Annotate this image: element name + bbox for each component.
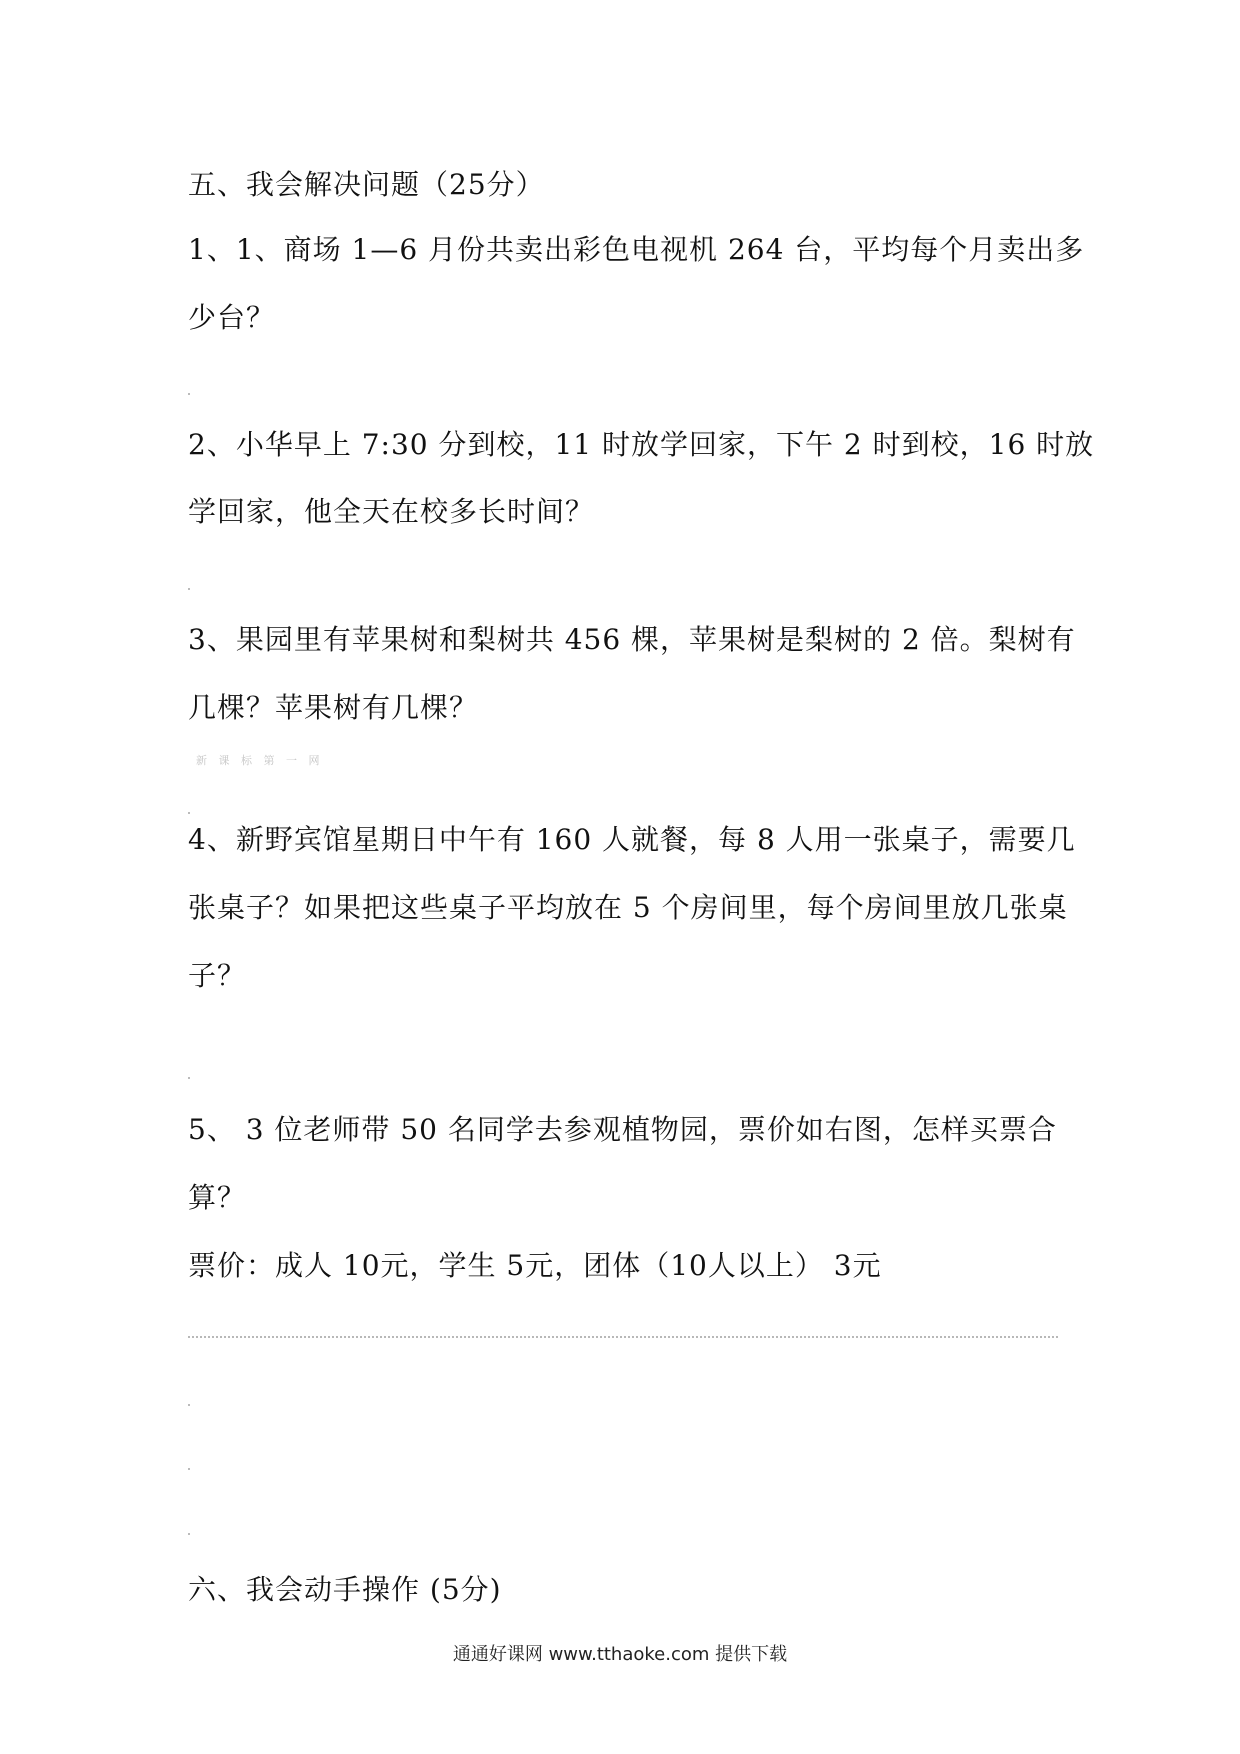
question-4-line-1: 4、新野宾馆星期日中午有 160 人就餐，每 8 人用一张桌子，需要几 [188, 823, 1076, 856]
scan-speck [188, 812, 190, 814]
question-2-line-2: 学回家，他全天在校多长时间？ [188, 495, 595, 528]
section5-heading: 五、我会解决问题（25分） [188, 168, 545, 201]
scan-speck [188, 1077, 190, 1079]
question-2-line-1: 2、小华早上 7:30 分到校，11 时放学回家，下午 2 时到校，16 时放 [188, 428, 1095, 461]
question-3-line-2: 几棵？苹果树有几棵？ [188, 691, 479, 724]
question-3-line-1: 3、果园里有苹果树和梨树共 456 棵，苹果树是梨树的 2 倍。梨树有 [188, 623, 1076, 656]
ticket-price-line: 票价：成人 10元，学生 5元，团体（10人以上） 3元 [188, 1249, 882, 1282]
question-4-line-2: 张桌子？如果把这些桌子平均放在 5 个房间里，每个房间里放几张桌 [188, 891, 1068, 924]
section6-heading: 六、我会动手操作 (5分) [188, 1573, 502, 1606]
question-5-line-1: 5、 3 位老师带 50 名同学去参观植物园，票价如右图，怎样买票合 [188, 1113, 1057, 1146]
question-1-line-1: 1、1、商场 1—6 月份共卖出彩色电视机 264 台，平均每个月卖出多 [188, 233, 1085, 266]
scan-speck [188, 588, 190, 590]
scan-speck [188, 1404, 190, 1406]
question-4-line-3: 子？ [188, 959, 247, 992]
scan-speck [188, 393, 190, 395]
watermark-text: 新 课 标 第 一 网 [196, 754, 324, 767]
question-1-line-2: 少台？ [188, 301, 276, 334]
scan-speck [188, 1533, 190, 1535]
footer-credit: 通通好课网 www.tthaoke.com 提供下载 [452, 1644, 788, 1665]
scan-speck [188, 1468, 190, 1470]
question-5-line-2: 算？ [188, 1181, 247, 1214]
dotted-divider [188, 1336, 1058, 1338]
